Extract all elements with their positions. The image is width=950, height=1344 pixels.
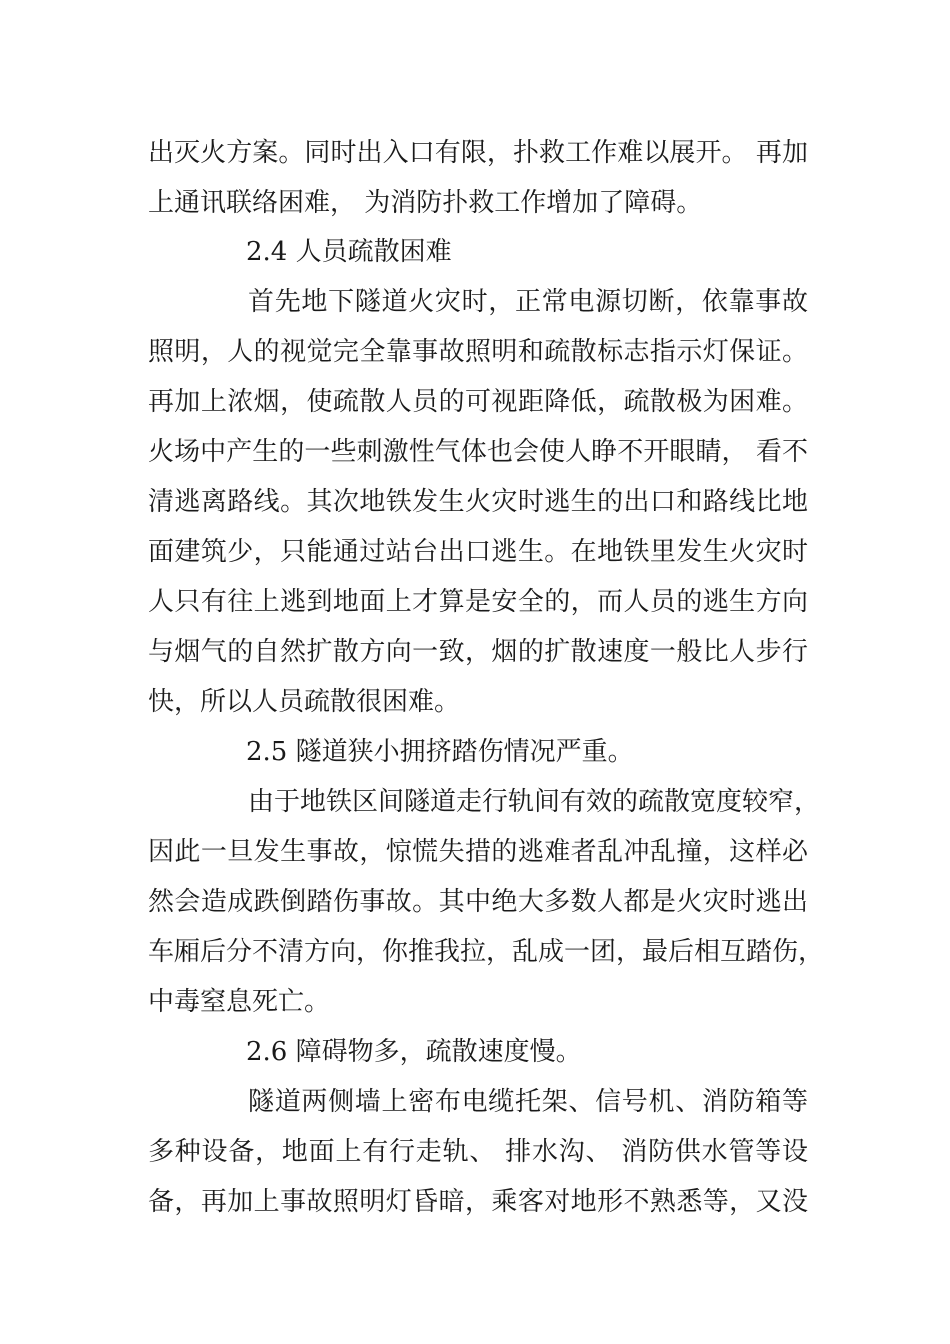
text-line: 快，所以人员疏散很困难。 bbox=[148, 687, 461, 717]
text-line: 多种设备，地面上有行走轨、 排水沟、 消防供水管等设 bbox=[148, 1137, 808, 1167]
text-line: 再加上浓烟，使疏散人员的可视距降低，疏散极为困难。 bbox=[148, 387, 808, 417]
text-line: 与烟气的自然扩散方向一致，烟的扩散速度一般比人步行 bbox=[148, 637, 808, 667]
text-line: 备，再加上事故照明灯昏暗，乘客对地形不熟悉等，又没 bbox=[148, 1187, 808, 1217]
text-line: 车厢后分不清方向，你推我拉，乱成一团，最后相互踏伤， bbox=[148, 937, 825, 967]
text-line: 隧道两侧墙上密布电缆托架、信号机、消防箱等 bbox=[248, 1087, 808, 1117]
text-line: 照明，人的视觉完全靠事故照明和疏散标志指示灯保证。 bbox=[148, 337, 808, 367]
text-line: 清逃离路线。其次地铁发生火灾时逃生的出口和路线比地 bbox=[148, 487, 808, 517]
text-line: 因此一旦发生事故，惊慌失措的逃难者乱冲乱撞，这样必 bbox=[148, 837, 808, 867]
text-line: 首先地下隧道火灾时，正常电源切断，依靠事故 bbox=[248, 287, 808, 317]
text-line: 出灭火方案。同时出入口有限，扑救工作难以展开。 再加 bbox=[148, 138, 808, 168]
text-line: 由于地铁区间隧道走行轨间有效的疏散宽度较窄， bbox=[248, 787, 821, 817]
text-line: 面建筑少，只能通过站台出口逃生。在地铁里发生火灾时 bbox=[148, 537, 808, 567]
text-line: 中毒窒息死亡。 bbox=[148, 987, 331, 1017]
section-heading: 2.6 障碍物多，疏散速度慢。 bbox=[246, 1037, 582, 1067]
text-line: 然会造成跌倒踏伤事故。其中绝大多数人都是火灾时逃出 bbox=[148, 887, 808, 917]
text-line: 上通讯联络困难， 为消防扑救工作增加了障碍。 bbox=[148, 188, 703, 218]
section-heading: 2.5 隧道狭小拥挤踏伤情况严重。 bbox=[246, 737, 634, 767]
section-heading: 2.4 人员疏散困难 bbox=[246, 237, 452, 267]
text-line: 火场中产生的一些刺激性气体也会使人睁不开眼睛， 看不 bbox=[148, 437, 808, 467]
text-line: 人只有往上逃到地面上才算是安全的，而人员的逃生方向 bbox=[148, 587, 808, 617]
